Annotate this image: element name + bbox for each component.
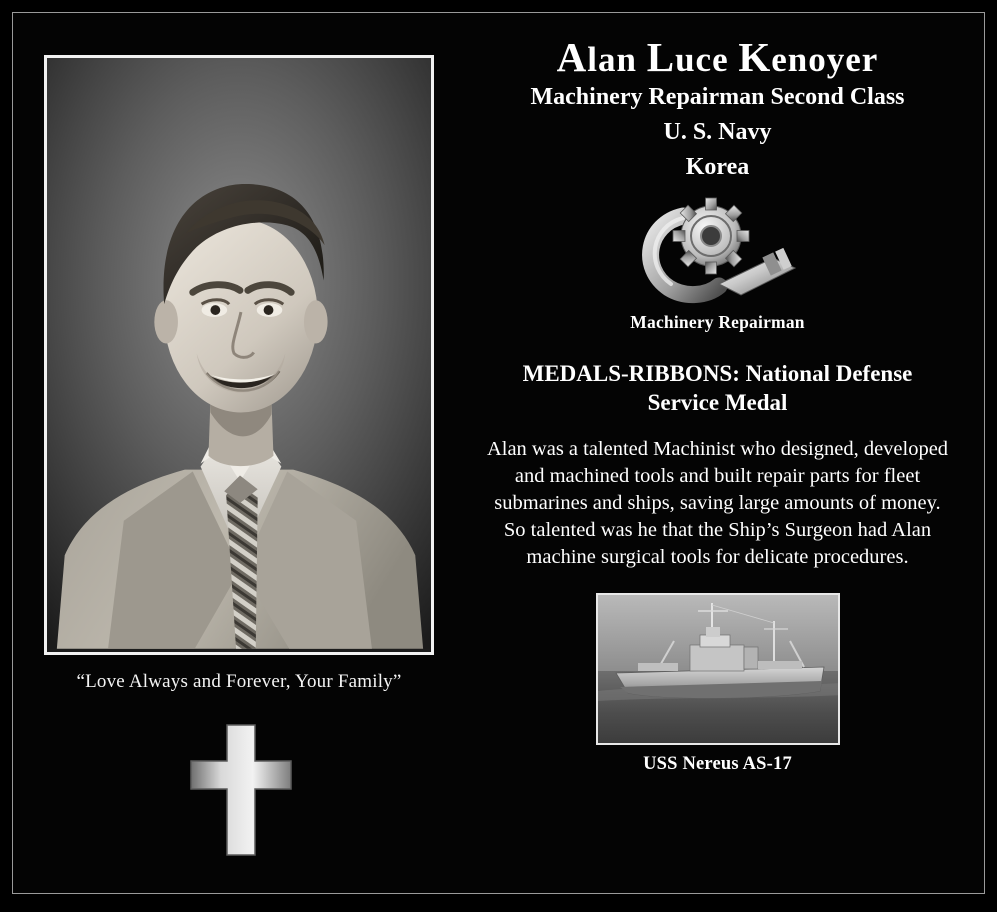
- name-rest-kenoyer: enoyer: [771, 40, 879, 79]
- ship-photo-frame: [596, 593, 840, 745]
- family-quote: “Love Always and Forever, Your Family”: [76, 671, 402, 692]
- information-column: [465, 13, 984, 893]
- page-title: [477, 35, 958, 79]
- ship-photograph: [598, 595, 840, 745]
- insignia-caption: Machinery Repairman: [630, 311, 805, 332]
- portrait-column: [13, 13, 465, 893]
- rank-line: Machinery Repairman Second Class: [530, 84, 905, 111]
- name-rest-alan: lan: [587, 40, 647, 79]
- portrait-photograph: [47, 58, 431, 649]
- latin-cross-icon: [179, 719, 299, 859]
- portrait-frame: [44, 55, 434, 655]
- biography-text: Alan was a talented Machinist who designed, developed and machined tools and built repair parts for fleet submarines and ships, saving large amounts of money. So talented was he that the Ship’s Surgeon had Alan machine surgical tools for delicate procedures.: [486, 437, 949, 568]
- machinery-repairman-rating-badge-icon: [623, 196, 813, 306]
- branch-line: U. S. Navy: [663, 119, 772, 146]
- plaque-inner-border: [12, 12, 985, 894]
- conflict-line: Korea: [685, 153, 750, 180]
- name-initial-k: K: [738, 34, 772, 80]
- name-rest-luce: uce: [675, 40, 739, 79]
- medals-ribbons-line: MEDALS-RIBBONS: National Defense Service Medal: [522, 360, 913, 416]
- name-initial-l: L: [646, 34, 676, 80]
- name-initial-a: A: [556, 34, 588, 80]
- ship-photo-block: [477, 593, 958, 775]
- ship-caption: USS Nereus AS-17: [643, 753, 792, 774]
